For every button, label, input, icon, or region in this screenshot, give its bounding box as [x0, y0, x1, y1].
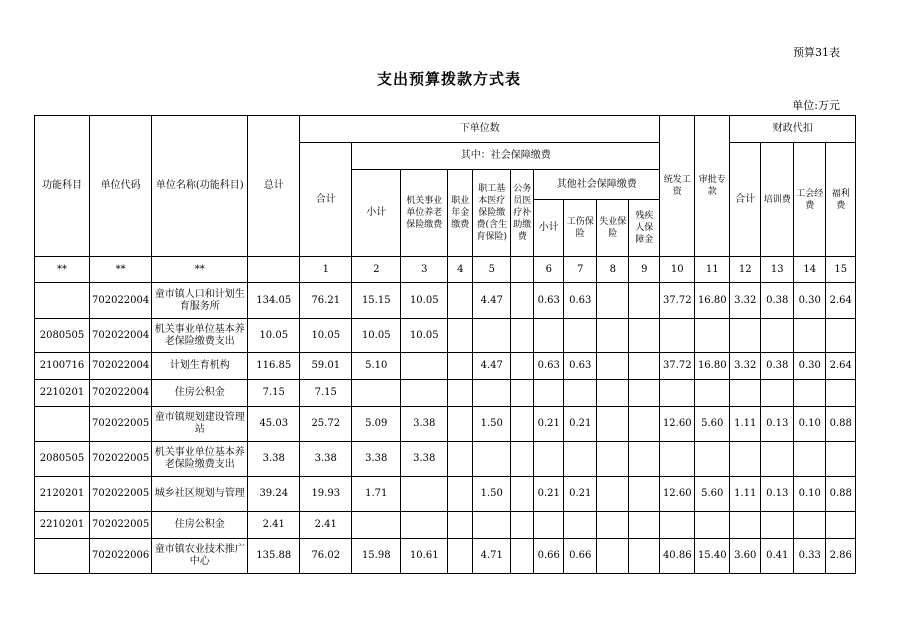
- cell-fsub: 3.60: [730, 539, 761, 574]
- cell-fsub: 3.32: [730, 353, 761, 380]
- cell-unemp: [597, 319, 629, 353]
- cell-osub: [534, 442, 564, 477]
- cell-pension: 10.05: [401, 319, 448, 353]
- page-title: 支出预算拨款方式表: [376, 70, 521, 88]
- cell-annuity: [448, 380, 473, 407]
- cell-sub: 76.02: [300, 539, 352, 574]
- index-cell: 5: [473, 257, 511, 283]
- cell-pension: [401, 512, 448, 539]
- table-row: [35, 477, 856, 512]
- cell-osub: 0.21: [534, 477, 564, 512]
- cell-pension: 10.05: [401, 283, 448, 319]
- header-injury: 工伤保险: [564, 200, 597, 257]
- table-row: [35, 353, 856, 380]
- cell-union: 0.10: [794, 407, 826, 442]
- cell-osub: 0.63: [534, 353, 564, 380]
- cell-disab: [629, 512, 660, 539]
- cell-disab: [629, 442, 660, 477]
- header-medical: 职工基本医疗保险缴费(含生育保险): [473, 170, 511, 257]
- table-number: 预算31表: [793, 46, 840, 59]
- header-other-si: 其他社会保障缴费: [534, 170, 660, 200]
- cell-injury: 0.21: [564, 407, 597, 442]
- cell-name: 童市镇规划建设管理站: [152, 407, 248, 442]
- cell-welfare: [826, 512, 856, 539]
- cell-name: 童市镇人口和计划生育服务所: [152, 283, 248, 319]
- table-row: [35, 512, 856, 539]
- cell-fsub: [730, 442, 761, 477]
- cell-fsub: [730, 512, 761, 539]
- cell-union: [794, 512, 826, 539]
- cell-total: 116.85: [248, 353, 300, 380]
- cell-code: 702022004: [90, 319, 152, 353]
- cell-train: 0.13: [761, 407, 794, 442]
- cell-union: 0.30: [794, 353, 826, 380]
- cell-name: 城乡社区规划与管理: [152, 477, 248, 512]
- cell-civil: [511, 442, 534, 477]
- cell-pension: 10.61: [401, 539, 448, 574]
- cell-train: 0.41: [761, 539, 794, 574]
- cell-code: 702022005: [90, 442, 152, 477]
- unit-label: 单位:万元: [792, 99, 840, 112]
- cell-total: 2.41: [248, 512, 300, 539]
- cell-annuity: [448, 407, 473, 442]
- cell-total: 45.03: [248, 407, 300, 442]
- index-cell: 11: [695, 257, 730, 283]
- cell-civil: [511, 477, 534, 512]
- cell-pension: [401, 477, 448, 512]
- table-row: [35, 407, 856, 442]
- cell-code: 702022005: [90, 407, 152, 442]
- cell-union: [794, 442, 826, 477]
- cell-func: 2120201: [35, 477, 90, 512]
- cell-unemp: [597, 512, 629, 539]
- cell-osub: [534, 380, 564, 407]
- cell-pension: 3.38: [401, 407, 448, 442]
- header-finance: 财政代扣: [730, 116, 856, 143]
- cell-osub: 0.21: [534, 407, 564, 442]
- index-cell: 13: [761, 257, 794, 283]
- header-func-code: 功能科目: [35, 116, 90, 257]
- cell-injury: 0.63: [564, 353, 597, 380]
- cell-func: 2080505: [35, 442, 90, 477]
- cell-train: [761, 442, 794, 477]
- header-annuity: 职业年金缴费: [448, 170, 473, 257]
- index-cell: [511, 257, 534, 283]
- table-row: [35, 283, 856, 319]
- cell-total: 135.88: [248, 539, 300, 574]
- cell-annuity: [448, 283, 473, 319]
- cell-name: 住房公积金: [152, 380, 248, 407]
- cell-salary: 40.86: [660, 539, 695, 574]
- cell-func: [35, 283, 90, 319]
- cell-injury: 0.66: [564, 539, 597, 574]
- cell-fsub: 1.11: [730, 477, 761, 512]
- cell-welfare: 2.64: [826, 283, 856, 319]
- cell-salary: 12.60: [660, 407, 695, 442]
- cell-name: 机关事业单位基本养老保险缴费支出: [152, 442, 248, 477]
- cell-si: 3.38: [352, 442, 401, 477]
- cell-civil: [511, 539, 534, 574]
- index-cell: 6: [534, 257, 564, 283]
- cell-medical: 4.47: [473, 283, 511, 319]
- cell-sub: 76.21: [300, 283, 352, 319]
- table-row: [35, 539, 856, 574]
- cell-si: 1.71: [352, 477, 401, 512]
- cell-approved: 16.80: [695, 353, 730, 380]
- cell-injury: 0.21: [564, 477, 597, 512]
- cell-unemp: [597, 407, 629, 442]
- cell-civil: [511, 283, 534, 319]
- cell-pension: 3.38: [401, 442, 448, 477]
- cell-civil: [511, 407, 534, 442]
- cell-total: 134.05: [248, 283, 300, 319]
- budget-table: [34, 115, 856, 574]
- index-cell: [248, 257, 300, 283]
- cell-si: 15.98: [352, 539, 401, 574]
- index-cell: 12: [730, 257, 761, 283]
- cell-code: 702022004: [90, 283, 152, 319]
- cell-civil: [511, 380, 534, 407]
- cell-code: 702022005: [90, 477, 152, 512]
- cell-disab: [629, 539, 660, 574]
- index-cell: **: [35, 257, 90, 283]
- cell-approved: 5.60: [695, 407, 730, 442]
- cell-si: [352, 380, 401, 407]
- cell-welfare: 0.88: [826, 407, 856, 442]
- cell-pension: [401, 353, 448, 380]
- cell-osub: 0.66: [534, 539, 564, 574]
- cell-medical: [473, 512, 511, 539]
- cell-disab: [629, 380, 660, 407]
- index-cell: **: [90, 257, 152, 283]
- cell-total: 39.24: [248, 477, 300, 512]
- cell-welfare: 2.64: [826, 353, 856, 380]
- index-cell: 14: [794, 257, 826, 283]
- cell-annuity: [448, 442, 473, 477]
- header-approved: 审批专款: [695, 116, 730, 257]
- header-unit-code: 单位代码: [90, 116, 152, 257]
- cell-injury: [564, 319, 597, 353]
- cell-approved: [695, 380, 730, 407]
- index-cell: 8: [597, 257, 629, 283]
- index-row: [35, 257, 856, 283]
- cell-osub: [534, 319, 564, 353]
- cell-fsub: [730, 380, 761, 407]
- cell-func: 2210201: [35, 380, 90, 407]
- cell-approved: [695, 512, 730, 539]
- cell-injury: [564, 380, 597, 407]
- cell-pension: [401, 380, 448, 407]
- cell-salary: [660, 319, 695, 353]
- header-civil-medical: 公务员医疗补助缴费: [511, 170, 534, 257]
- cell-medical: [473, 319, 511, 353]
- cell-unemp: [597, 353, 629, 380]
- header-unified-salary: 统发工资: [660, 116, 695, 257]
- cell-train: [761, 319, 794, 353]
- cell-approved: [695, 319, 730, 353]
- cell-si: 5.09: [352, 407, 401, 442]
- cell-annuity: [448, 539, 473, 574]
- index-cell: 1: [300, 257, 352, 283]
- header-welfare: 福利费: [826, 143, 856, 257]
- cell-disab: [629, 283, 660, 319]
- cell-sub: 25.72: [300, 407, 352, 442]
- cell-salary: 37.72: [660, 353, 695, 380]
- cell-civil: [511, 353, 534, 380]
- cell-unemp: [597, 539, 629, 574]
- header-other-subtotal: 小计: [534, 200, 564, 257]
- cell-union: [794, 380, 826, 407]
- cell-welfare: [826, 380, 856, 407]
- index-cell: 10: [660, 257, 695, 283]
- cell-code: 702022005: [90, 512, 152, 539]
- cell-total: 7.15: [248, 380, 300, 407]
- cell-unemp: [597, 477, 629, 512]
- cell-func: 2210201: [35, 512, 90, 539]
- index-cell: **: [152, 257, 248, 283]
- cell-sub: 7.15: [300, 380, 352, 407]
- cell-func: 2080505: [35, 319, 90, 353]
- cell-unemp: [597, 442, 629, 477]
- cell-name: 童市镇农业技术推广中心: [152, 539, 248, 574]
- header-unit-name: 单位名称(功能科目): [152, 116, 248, 257]
- cell-sub: 59.01: [300, 353, 352, 380]
- cell-union: 0.33: [794, 539, 826, 574]
- index-cell: 9: [629, 257, 660, 283]
- cell-code: 702022004: [90, 380, 152, 407]
- cell-disab: [629, 407, 660, 442]
- cell-fsub: 3.32: [730, 283, 761, 319]
- cell-si: 10.05: [352, 319, 401, 353]
- cell-si: [352, 512, 401, 539]
- cell-name: 住房公积金: [152, 512, 248, 539]
- cell-si: 15.15: [352, 283, 401, 319]
- cell-train: 0.38: [761, 283, 794, 319]
- cell-union: 0.30: [794, 283, 826, 319]
- cell-approved: 5.60: [695, 477, 730, 512]
- cell-disab: [629, 353, 660, 380]
- cell-name: 计划生育机构: [152, 353, 248, 380]
- cell-union: 0.10: [794, 477, 826, 512]
- cell-salary: 12.60: [660, 477, 695, 512]
- cell-si: 5.10: [352, 353, 401, 380]
- cell-disab: [629, 477, 660, 512]
- cell-union: [794, 319, 826, 353]
- table-row: [35, 380, 856, 407]
- index-cell: 15: [826, 257, 856, 283]
- cell-osub: [534, 512, 564, 539]
- cell-sub: 2.41: [300, 512, 352, 539]
- cell-welfare: [826, 442, 856, 477]
- header-unemployment: 失业保险: [597, 200, 629, 257]
- cell-civil: [511, 319, 534, 353]
- cell-salary: [660, 442, 695, 477]
- table-row: [35, 442, 856, 477]
- index-cell: 2: [352, 257, 401, 283]
- cell-salary: 37.72: [660, 283, 695, 319]
- cell-fsub: 1.11: [730, 407, 761, 442]
- cell-sub: 10.05: [300, 319, 352, 353]
- cell-total: 3.38: [248, 442, 300, 477]
- cell-train: [761, 380, 794, 407]
- header-pension: 机关事业单位养老保险缴费: [401, 170, 448, 257]
- cell-civil: [511, 512, 534, 539]
- cell-func: 2100716: [35, 353, 90, 380]
- cell-osub: 0.63: [534, 283, 564, 319]
- header-total: 总计: [248, 116, 300, 257]
- index-cell: 7: [564, 257, 597, 283]
- cell-injury: [564, 442, 597, 477]
- cell-injury: 0.63: [564, 283, 597, 319]
- cell-medical: 4.47: [473, 353, 511, 380]
- cell-fsub: [730, 319, 761, 353]
- cell-total: 10.05: [248, 319, 300, 353]
- cell-medical: [473, 380, 511, 407]
- header-union-fee: 工会经费: [794, 143, 826, 257]
- cell-disab: [629, 319, 660, 353]
- cell-unemp: [597, 380, 629, 407]
- cell-sub: 19.93: [300, 477, 352, 512]
- header-subtotal: 合计: [300, 143, 352, 257]
- header-disabled: 残疾人保障金: [629, 200, 660, 257]
- cell-annuity: [448, 477, 473, 512]
- cell-injury: [564, 512, 597, 539]
- cell-salary: [660, 380, 695, 407]
- cell-welfare: [826, 319, 856, 353]
- cell-annuity: [448, 353, 473, 380]
- cell-approved: 15.40: [695, 539, 730, 574]
- cell-code: 702022006: [90, 539, 152, 574]
- header-sub-units: 下单位数: [300, 116, 660, 143]
- cell-sub: 3.38: [300, 442, 352, 477]
- cell-train: 0.38: [761, 353, 794, 380]
- cell-annuity: [448, 319, 473, 353]
- cell-medical: 1.50: [473, 477, 511, 512]
- cell-approved: 16.80: [695, 283, 730, 319]
- table-row: [35, 319, 856, 353]
- cell-annuity: [448, 512, 473, 539]
- cell-salary: [660, 512, 695, 539]
- header-training: 培训费: [761, 143, 794, 257]
- cell-welfare: 0.88: [826, 477, 856, 512]
- cell-func: [35, 539, 90, 574]
- header-social-insurance: 其中：社会保障缴费: [352, 143, 660, 170]
- cell-train: 0.13: [761, 477, 794, 512]
- header-fin-subtotal: 合计: [730, 143, 761, 257]
- cell-medical: 4.71: [473, 539, 511, 574]
- cell-code: 702022004: [90, 353, 152, 380]
- cell-medical: 1.50: [473, 407, 511, 442]
- cell-medical: [473, 442, 511, 477]
- cell-func: [35, 407, 90, 442]
- index-cell: 3: [401, 257, 448, 283]
- cell-unemp: [597, 283, 629, 319]
- header-si-subtotal: 小计: [352, 170, 401, 257]
- cell-name: 机关事业单位基本养老保险缴费支出: [152, 319, 248, 353]
- index-cell: 4: [448, 257, 473, 283]
- cell-train: [761, 512, 794, 539]
- cell-approved: [695, 442, 730, 477]
- cell-welfare: 2.86: [826, 539, 856, 574]
